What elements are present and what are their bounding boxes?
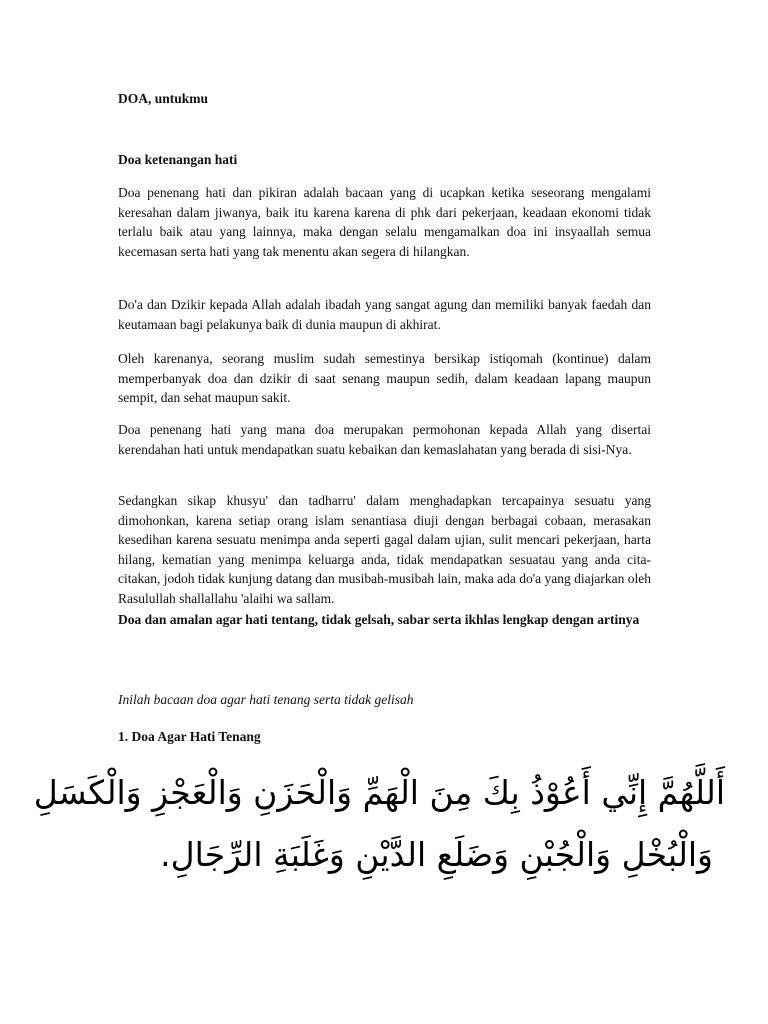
- paragraph-3: Oleh karenanya, seorang muslim sudah semestinya bersikap istiqomah (kontinue) dalam memperbanyak doa dan dzikir di saat senang maupun sedih, dalam keadaan lapang maupun sempit, dan sehat maupun sakit.: [118, 351, 651, 406]
- arabic-line-2: وَالْبُخْلِ وَالْجُبْنِ وَضَلَعِ الدَّيْنِ وَغَلَبَةِ الرِّجَالِ.: [160, 835, 713, 874]
- arabic-prayer-text: [33, 768, 725, 908]
- intro-italic-line: Inilah bacaan doa agar hati tenang serta tidak gelisah: [118, 692, 414, 707]
- paragraph-4: Doa penenang hati yang mana doa merupakan permohonan kepada Allah yang disertai kerendahan hati untuk mendapatkan suatu kebaikan dan kemaslahatan yang berada di sisi-Nya.: [118, 422, 651, 457]
- paragraph-5: Sedangkan sikap khusyu' dan tadharru' dalam menghadapkan tercapainya sesuatu yang dimohonkan, karena setiap orang islam senantiasa diuji dengan berbagai cobaan, merasakan kesedihan karena sesuatu menimpa anda seperti gagal dalam ujian, sulit mencari pekerjaan, harta hilang, kematian yang menimpa keluarga anda, tidak mendapatkan sesuatau yang anda cita-citakan, jodoh tidak kunjung datang dan musibah-musibah lain, maka ada do'a yang diajarkan oleh Rasulullah shallallahu 'alaihi wa sallam.: [118, 493, 651, 606]
- arabic-line-1: أَللَّهُمَّ إِنِّي أَعُوْذُ بِكَ مِنَ الْهَمِّ وَالْحَزَنِ وَالْعَجْزِ وَالْكَسَلِ: [33, 773, 725, 812]
- numbered-heading: 1. Doa Agar Hati Tenang: [118, 729, 261, 744]
- section-heading: Doa ketenangan hati: [118, 152, 238, 167]
- document-title: DOA, untukmu: [118, 91, 209, 106]
- prayer-section-heading: Doa dan amalan agar hati tentang, tidak gelsah, sabar serta ikhlas lengkap dengan artinya: [118, 612, 640, 627]
- paragraph-1: Doa penenang hati dan pikiran adalah bacaan yang di ucapkan ketika seseorang mengalami keresahan dalam jiwanya, baik itu karena karena di phk dari pekerjaan, keadaan ekonomi tidak terlalu baik atau yang lainnya, maka dengan selalu mengamalkan doa ini insyaallah semua kecemasan serta hati yang tak menentu akan segera di hilangkan.: [118, 185, 651, 259]
- paragraph-2: Do'a dan Dzikir kepada Allah adalah ibadah yang sangat agung dan memiliki banyak faedah dan keutamaan bagi pelakunya baik di dunia maupun di akhirat.: [118, 297, 651, 332]
